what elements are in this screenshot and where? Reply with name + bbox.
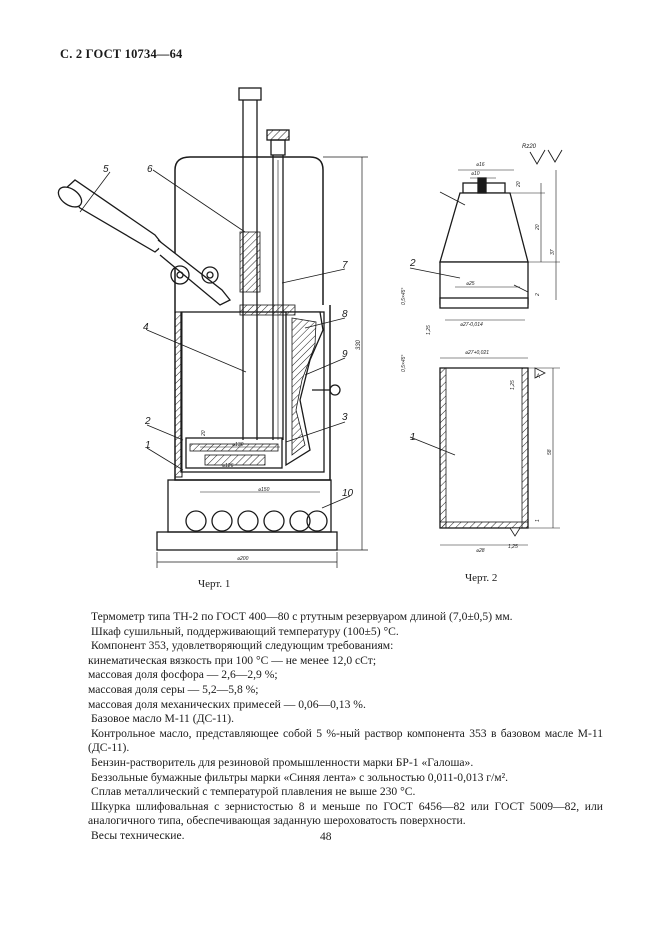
fig2-r125-bot: 1,25	[508, 544, 518, 550]
paragraph-scales: Весы технические.	[91, 828, 185, 842]
paragraph-base-oil: Базовое масло М-11 (ДС-11).	[91, 712, 235, 726]
fig1-dim-330: 330	[356, 339, 362, 350]
fig2-leader-2: 2	[410, 258, 416, 269]
fig2-dim-h58: 58	[547, 449, 553, 455]
fig1-leader-4: 4	[143, 322, 149, 333]
fig2-dim-d28: ⌀28	[476, 548, 485, 554]
fig1-leader-8: 8	[342, 309, 348, 320]
fig1-dim-d126: ⌀126	[222, 463, 234, 469]
paragraph-gasoline: Бензин-растворитель для резиновой промышленности марки БР-1 «Галоша».	[91, 755, 474, 769]
fig1-leader-5: 5	[103, 164, 109, 175]
fig2-dim-d10: ⌀10	[471, 171, 480, 177]
page-number: 48	[320, 831, 332, 843]
fig2-mark-a: A	[536, 374, 541, 380]
req-viscosity: кинематическая вязкость при 100 °С — не менее 12,0 сСт;	[88, 653, 377, 667]
fig2-dim-d27b: ⌀27+0,021	[465, 350, 490, 356]
figure-2-caption: Черт. 2	[465, 572, 498, 584]
fig1-dim-d130: ⌀130	[232, 442, 244, 448]
req-phosphorus: массовая доля фосфора — 2,6—2,9 %;	[88, 668, 278, 682]
body-text	[88, 610, 603, 844]
figure-1-caption: Черт. 1	[198, 578, 231, 590]
paragraph-drying-cabinet: Шкаф сушильный, поддерживающий температуру (100±5) °С.	[91, 624, 399, 638]
fig2-dim-d16: ⌀16	[476, 162, 485, 168]
fig1-leader-1: 1	[145, 440, 151, 451]
fig2-dim-h2: 2	[535, 293, 541, 296]
fig2-dim-top-h20: 20	[516, 181, 522, 187]
fig1-leader-9: 9	[342, 349, 348, 360]
paragraph-filters: Беззольные бумажные фильтры марки «Синяя лента» с зольностью 0,011-0,013 г/м².	[91, 770, 508, 784]
fig2-dim-d25: ⌀25	[466, 281, 475, 287]
fig1-dim-d150: ⌀150	[258, 487, 270, 493]
fig1-leader-2: 2	[145, 416, 151, 427]
fig1-leader-7: 7	[342, 260, 348, 271]
paragraph-control-oil: Контрольное масло, представляющее собой 5 %-ный раствор компонента 353 в базовом масле М-11 (ДС-11).	[88, 726, 603, 755]
fig2-leader-1: 1	[410, 432, 416, 443]
fig1-dim-d200: ⌀200	[237, 556, 249, 562]
fig2-dim-h1: 1	[535, 519, 541, 522]
fig1-leader-6: 6	[147, 164, 153, 175]
fig2-r125-mid: 1,25	[510, 380, 516, 390]
paragraph-component-353: Компонент 353, удовлетворяющий следующим требованиям:	[91, 639, 394, 653]
fig2-roughness-mark: Rz20	[522, 144, 537, 150]
fig1-leader-3: 3	[342, 412, 348, 423]
paragraph-sandpaper: Шкурка шлифовальная с зернистостью 8 и меньше по ГОСТ 6456—82 или ГОСТ 5009—82, или аналогичного типа, обеспечивающая заданную шероховатость поверхности.	[88, 799, 603, 828]
figure-2-parts	[410, 150, 562, 545]
fig2-dim-h20: 20	[535, 224, 541, 230]
fig2-chamfer-top: 0,5×45°	[401, 287, 407, 305]
fig1-dim-h20: 20	[201, 430, 207, 436]
fig2-r125-top: 1,25	[426, 325, 432, 335]
figure-1-apparatus	[55, 88, 368, 568]
fig2-chamfer-bot: 0,5×45°	[401, 354, 407, 372]
req-sulfur: массовая доля серы — 5,2—5,8 %;	[88, 682, 259, 696]
page-header: С. 2 ГОСТ 10734—64	[60, 47, 183, 61]
fig2-dim-d27a: ⌀27-0,014	[460, 322, 483, 328]
fig1-leader-10: 10	[342, 488, 354, 499]
fig2-dim-h37: 37	[550, 249, 556, 255]
paragraph-thermometer: Термометр типа ТН-2 по ГОСТ 400—80 с ртутным резервуаром длиной (7,0±0,5) мм.	[91, 610, 513, 623]
req-impurities: массовая доля механических примесей — 0,06—0,13 %.	[88, 697, 366, 711]
paragraph-alloy: Сплав металлический с температурой плавления не выше 230 °С.	[91, 785, 416, 799]
